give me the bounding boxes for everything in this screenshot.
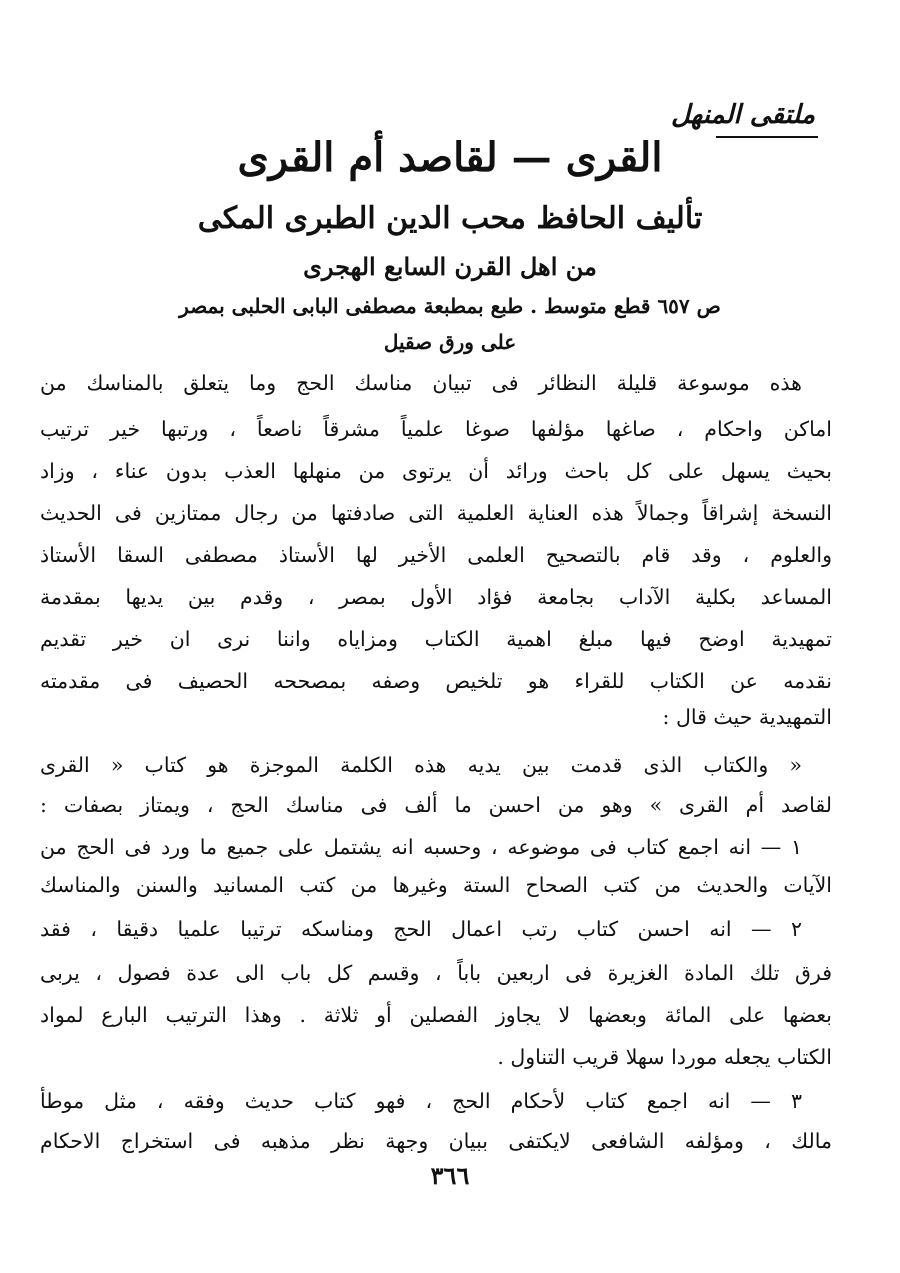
quote-line: « والكتاب الذى قدمت بين يديه هذه الكلمة الموجزة هو كتاب « القرى	[40, 753, 802, 777]
list-item-1: ١ — انه اجمع كتاب فى موضوعه ، وحسبه انه يشتمل على جميع ما ورد فى الحج من	[40, 835, 802, 859]
body-line: نقدمه عن الكتاب للقراء هو تلخيص وصفه بمصححه الحصيف فى مقدمته	[40, 669, 832, 693]
page-number: ٣٦٦	[430, 1161, 470, 1190]
list-item-2-cont: الكتاب يجعله موردا سهلا قريب التناول .	[497, 1045, 832, 1069]
body-line: التمهيدية حيث قال :	[662, 705, 832, 729]
list-item-3-cont: مالك ، ومؤلفه الشافعى لايكتفى ببيان وجهة نظر مذهبه فى استخراج الاحكام	[40, 1129, 832, 1153]
quote-line: لقاصد أم القرى » وهو من احسن ما ألف فى مناسك الحج ، ويمتاز بصفات :	[40, 793, 832, 817]
body-line: والعلوم ، وقد قام بالتصحيح العلمى الأخير لها الأستاذ مصطفى السقا الأستاذ	[40, 543, 832, 567]
century-line: من اهل القرن السابع الهجرى	[303, 252, 597, 281]
body-line: هذه موسوعة قليلة النظائر فى تبيان مناسك الحج وما يتعلق بالمناسك من	[40, 371, 802, 395]
body-line: تمهيدية اوضح فيها مبلغ اهمية الكتاب ومزاياه واننا نرى ان خير تقديم	[40, 627, 832, 651]
body-line: اماكن واحكام ، صاغها مؤلفها صوغا علمياً مشرقاً ناصعاً ، ورتبها خير ترتيب	[40, 417, 832, 441]
author-line: تأليف الحافظ محب الدين الطبرى المكى	[197, 201, 703, 236]
list-item-1-cont: الآيات والحديث من كتب الصحاح الستة وغيرها من كتب المسانيد والسنن والمناسك	[40, 873, 832, 897]
publication-details: ص ٦٥٧ قطع متوسط . طبع بمطبعة مصطفى البابى الحلبى بمصر	[179, 294, 721, 318]
list-item-2-cont: فرق تلك المادة الغزيرة فى اربعين باباً ، وقسم كل باب الى عدة فصول ، يربى	[40, 961, 832, 985]
body-line: بحيث يسهل على كل باحث ورائد أن يرتوى من منهلها العذب بدون عناء ، وزاد	[40, 459, 832, 483]
list-item-2-cont: بعضها على المائة وبعضها لا يجاوز الفصلين أو ثلاثة . وهذا الترتيب البارع لمواد	[40, 1003, 832, 1027]
paper-details: على ورق صقيل	[383, 330, 517, 354]
section-tag: ملتقى المنهل	[671, 100, 815, 130]
list-item-3: ٣ — انه اجمع كتاب لأحكام الحج ، فهو كتاب حديث وفقه ، مثل موطأ	[40, 1089, 802, 1113]
body-line: المساعد بكلية الآداب بجامعة فؤاد الأول بمصر ، وقدم بين يديها بمقدمة	[40, 585, 832, 609]
book-title: القرى — لقاصد أم القرى	[237, 134, 663, 181]
body-line: النسخة إشراقاً وجمالاً هذه العناية العلمية التى صادفتها من رجال ممتازين فى الحديث	[40, 501, 832, 525]
list-item-2: ٢ — انه احسن كتاب رتب اعمال الحج ومناسكه ترتيبا علميا دقيقا ، فقد	[40, 917, 802, 941]
